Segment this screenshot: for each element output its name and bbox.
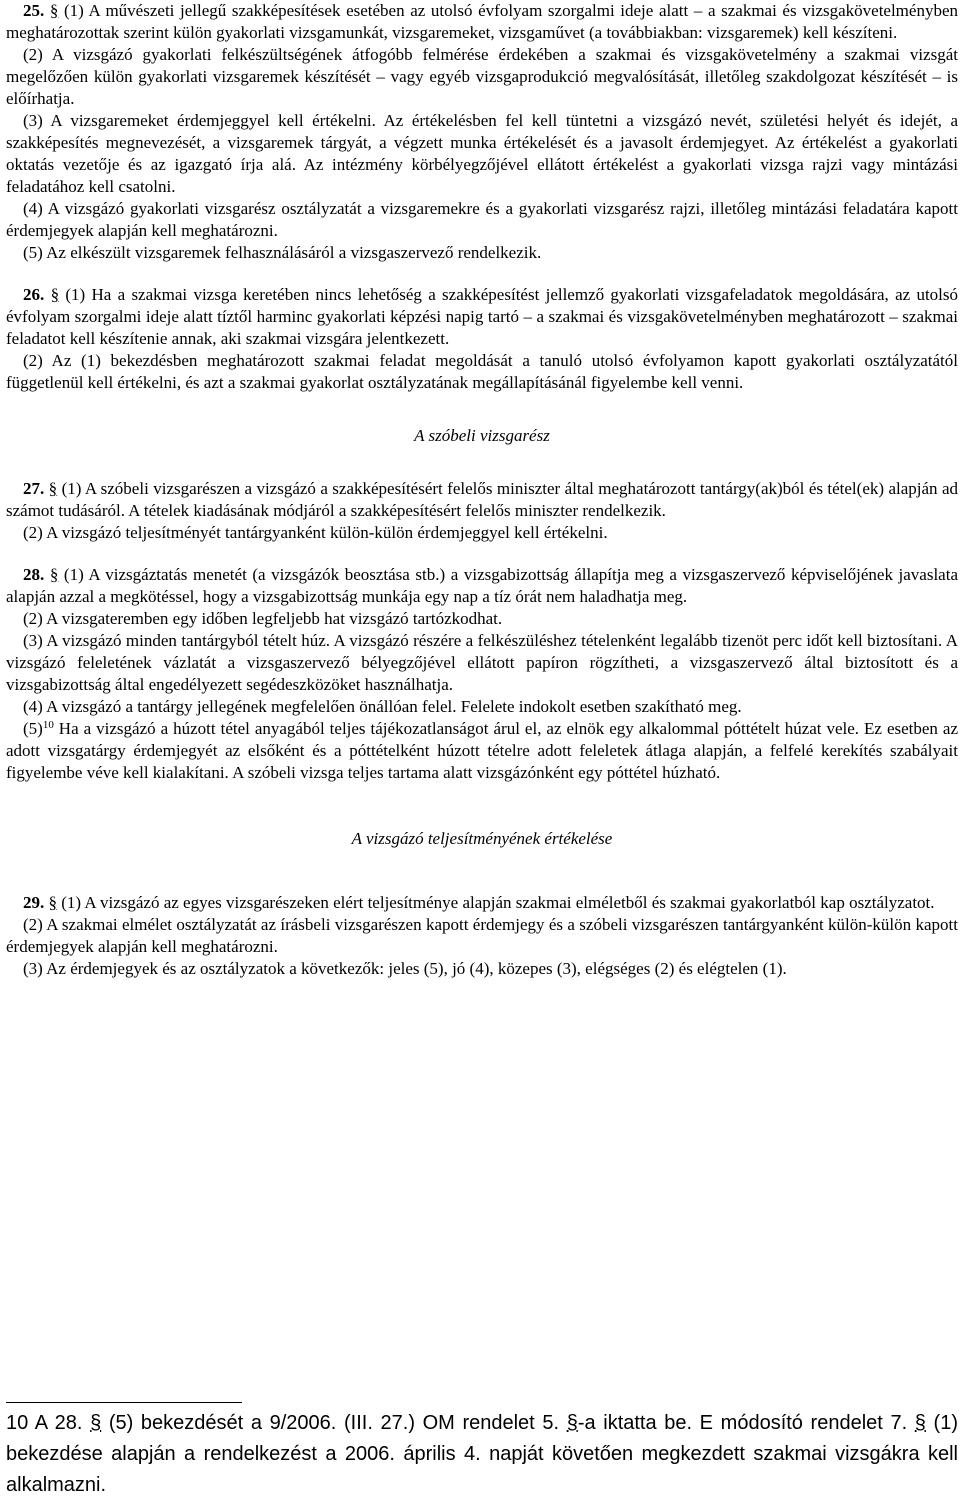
footnote-text: (5) bekezdését a 9/2006. (III. 27.) OM rendelet 5.: [101, 1412, 567, 1434]
paragraph-text: (1) A vizsgáztatás menetét (a vizsgázók beosztása stb.) a vizsgabizottság állapítja meg a vizsgaszervező képviselőjének javaslata alapján azzal a megkötéssel, hogy a vizsgabizottság munkája egy nap a tíz órát nem haladhatja meg.: [6, 565, 958, 606]
section-number: 29.: [23, 893, 45, 912]
section-28-para-4: (4) A vizsgázó a tantárgy jellegének megfelelően önállóan felel. Felelete indokolt esetben szakítható meg.: [23, 697, 742, 716]
section-sign-link[interactable]: §: [90, 1412, 102, 1434]
section-29-para-2: (2) A szakmai elmélet osztályzatát az írásbeli vizsgarészen kapott érdemjegy és a szóbeli vizsgarészen tantárgyanként külön-külön kapott érdemjegyek alapján kell meghatározni.: [6, 915, 958, 956]
section-26-para-2: (2) Az (1) bekezdésben meghatározott szakmai feladat megoldását a tanuló utolsó évfolyamon kapott gyakorlati osztályzatától függetlenül kell értékelni, és azt a szakmai gyakorlat osztályzatának megállapításánál figyelembe kell venni.: [6, 351, 958, 392]
section-27-para-2: (2) A vizsgázó teljesítményét tantárgyanként külön-külön érdemjeggyel kell értékelni.: [23, 523, 608, 542]
section-sign-link[interactable]: §: [48, 479, 58, 498]
section-sign-link[interactable]: §: [49, 1, 59, 20]
section-sign-link[interactable]: §: [914, 1412, 926, 1434]
section-28-para-5: [6, 718, 958, 784]
section-number: 26.: [23, 285, 45, 304]
section-28-para-2: (2) A vizsgateremben egy időben legfeljebb hat vizsgázó tartózkodhat.: [23, 609, 503, 628]
section-25-para-3: (3) A vizsgaremeket érdemjeggyel kell értékelni. Az értékelésben fel kell tüntetni a vizsgázó nevét, születési helyét és idejét, a szakképesítés megnevezését, a vizsgaremek tárgyát, a végzett munka értékelését és a javasolt érdemjegyet. Az értékelést a gyakorlati oktatás vezetője és az igazgató írja alá. Az intézmény körbélyegzőjével ellátott értékelést a gyakorlati vizsga rajzi vagy mintázási feladatához kell csatolni.: [6, 111, 958, 196]
subheading-oral-exam: A szóbeli vizsgarész: [414, 426, 550, 445]
paragraph-text: (1) A művészeti jellegű szakképesítések esetében az utolsó évfolyam szorgalmi ideje alatt – a szakmai és vizsgakövetelményben meghatározottak szerint külön gyakorlati vizsgamunkát, vizsgaremeket, vizsgaművet (a továbbiakban: vizsgaremek) kell készíteni.: [6, 1, 958, 42]
subheading-evaluation: A vizsgázó teljesítményének értékelése: [351, 829, 613, 848]
footnote-separator: [6, 1402, 242, 1403]
section-number: 25.: [23, 1, 45, 20]
section-number: 27.: [23, 479, 45, 498]
section-25-para-2: (2) A vizsgázó gyakorlati felkészültségének átfogóbb felmérése érdekében a szakmai és vizsgakövetelmény a szakmai vizsgát megelőzően külön gyakorlati vizsgaremek készítését – vagy egyéb vizsgaprodukció megvalósítását, illetőleg szakdolgozat készítését – is előírhatja.: [6, 45, 958, 108]
section-28-para-1: [6, 564, 958, 608]
section-25-para-5: (5) Az elkészült vizsgaremek felhasználásáról a vizsgaszervező rendelkezik.: [23, 243, 542, 262]
section-sign-link[interactable]: §: [566, 1412, 578, 1434]
section-29-para-3: (3) Az érdemjegyek és az osztályzatok a következők: jeles (5), jó (4), közepes (3), elégséges (2) és elégtelen (1).: [23, 959, 787, 978]
section-sign-link[interactable]: §: [49, 565, 59, 584]
footnote-text: -a iktatta be. E módosító rendelet 7.: [577, 1412, 915, 1434]
footnote-text: 10 A 28.: [6, 1412, 91, 1434]
paragraph-text: (1) Ha a szakmai vizsga keretében nincs lehetőség a szakképesítést jellemző gyakorlati vizsgafeladatok megoldására, az utolsó évfolyam szorgalmi ideje alatt tíztől harminc gyakorlati képzési napig tartó – a szakmai és vizsgakövetelményben meghatározott – szakmai feladatot kell készítenie annak, aki szakmai vizsgára jelentkezett.: [6, 285, 959, 348]
paragraph-label: (5): [23, 719, 43, 738]
section-number: 28.: [23, 565, 45, 584]
section-26-para-1: [6, 284, 958, 350]
paragraph-text: (1) A vizsgázó az egyes vizsgarészeken elért teljesítménye alapján szakmai elméletből és szakmai gyakorlatból kap osztályzatot.: [57, 893, 935, 912]
document-body: [6, 0, 958, 980]
section-27-para-1: [6, 478, 958, 522]
section-sign-link[interactable]: §: [50, 285, 60, 304]
section-25-para-1: [6, 0, 958, 44]
section-25-para-4: (4) A vizsgázó gyakorlati vizsgarész osztályzatát a vizsgaremekre és a gyakorlati vizsgarész rajzi, illetőleg mintázási feladatára kapott érdemjegyek alapján kell meghatározni.: [6, 199, 958, 240]
section-sign-link[interactable]: §: [48, 893, 57, 912]
footnote-text: (1) bekezdése alapján a rendelkezést a 2006. április 4. napját követően megkezdett szakmai vizsgákra kell alkalmazni.: [6, 1412, 959, 1496]
footnote-10: [6, 1408, 958, 1501]
paragraph-text: (1) A szóbeli vizsgarészen a vizsgázó a szakképesítésért felelős miniszter által meghatározott tantárgy(ak)ból és tétel(ek) alapján ad számot tudásáról. A tételek kiadásának módjáról a szakképesítésért felelős miniszter rendelkezik.: [6, 479, 958, 520]
footnote-ref-10[interactable]: 10: [42, 719, 54, 731]
paragraph-text: Ha a vizsgázó a húzott tétel anyagából teljes tájékozatlanságot árul el, az elnök egy alkalommal póttételt húzat vele. Ez esetben az adott vizsgatárgy érdemjegyét az elsőként és a póttételként húzott tételre adott feleletek átlaga alapján, a felfelé kerekítés szabályait figyelembe véve kell kialakítani. A szóbeli vizsga teljes tartama alatt vizsgázónként egy póttétel húzható.: [6, 719, 958, 782]
section-28-para-3: (3) A vizsgázó minden tantárgyból tételt húz. A vizsgázó részére a felkészüléshez tételenként legalább tizenöt perc időt kell biztosítani. A vizsgázó feleletének vázlatát a vizsgaszervező bélyegzőjével ellátott papíron rögzítheti, a vizsgaszervező által biztosított és a vizsgabizottság által engedélyezett segédeszközöket használhatja.: [6, 631, 958, 694]
section-29-para-1: [6, 892, 958, 914]
